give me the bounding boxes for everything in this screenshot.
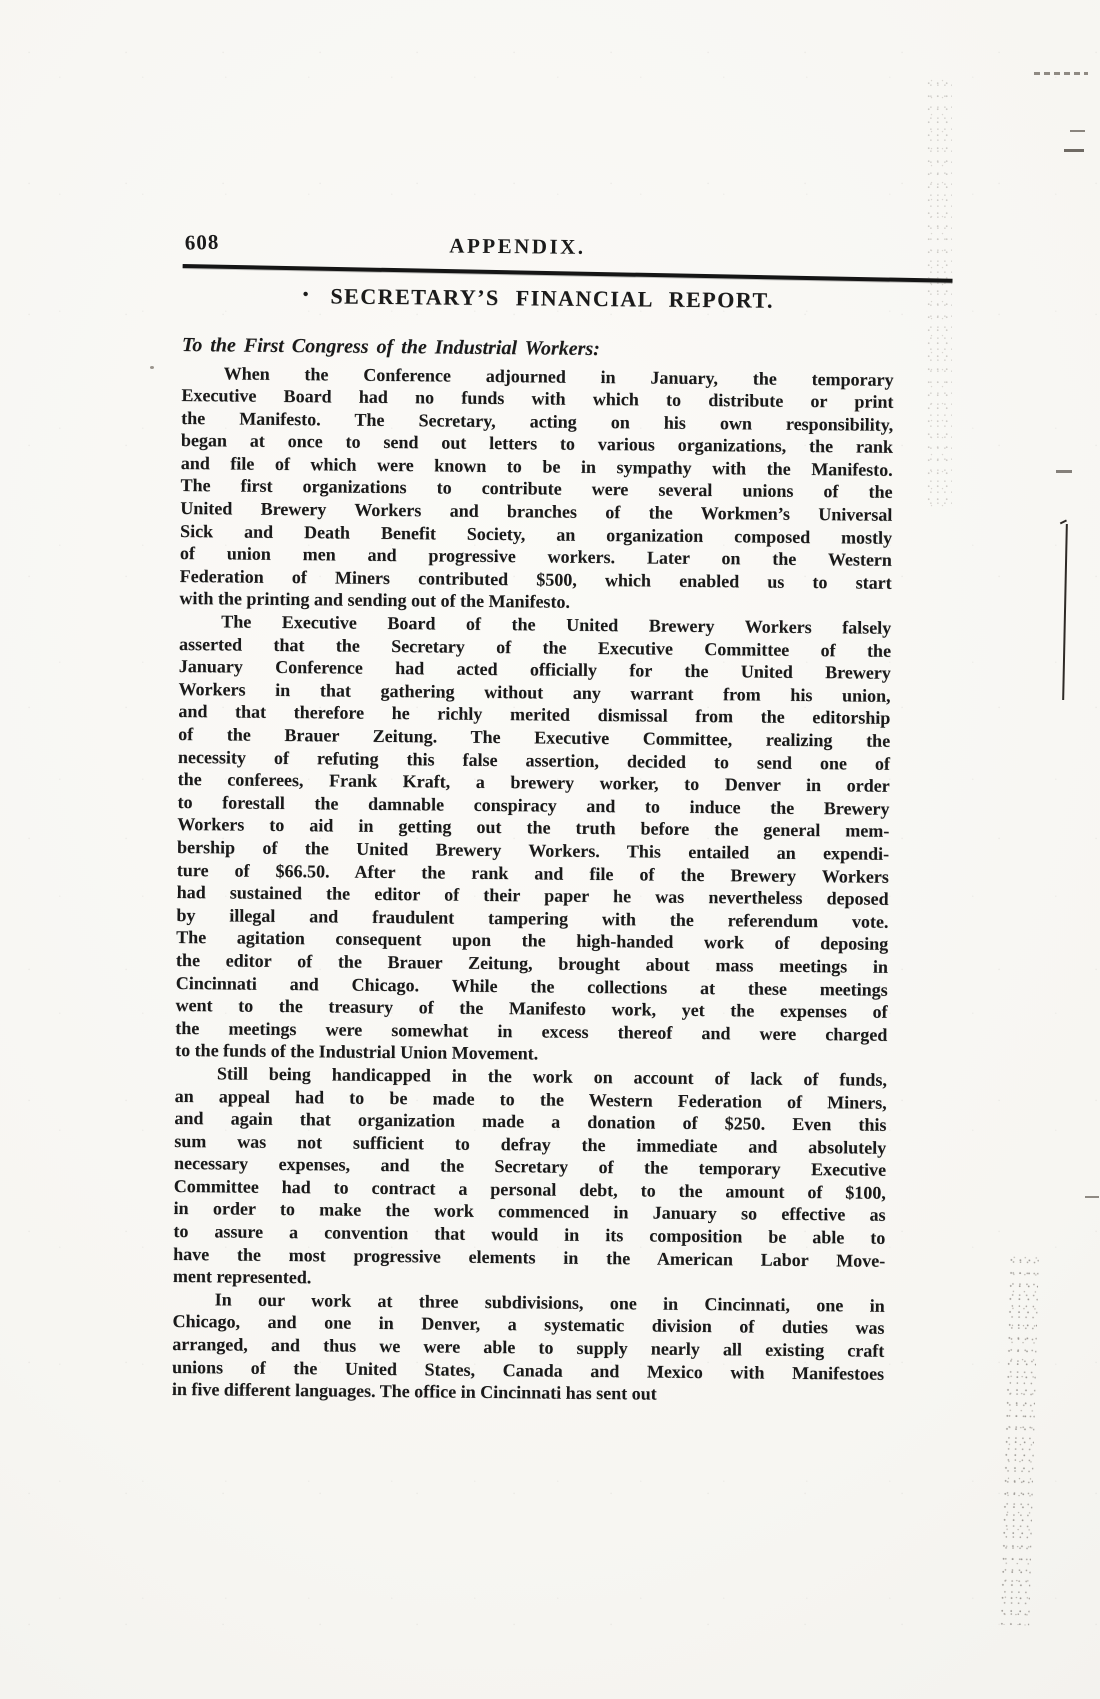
text-line: Still being handicapped in the work on account of lack of funds,	[216, 1063, 887, 1090]
scan-artifact	[1070, 130, 1085, 132]
scan-artifact	[150, 366, 154, 369]
report-title: SECRETARY’S FINANCIAL REPORT.	[330, 282, 775, 313]
footnote-mark-icon: •	[302, 285, 309, 303]
text-line: of union men and progressive workers. Later on the Western	[179, 543, 892, 571]
text-line: an appeal had to be made to the Western Federation of Miners,	[174, 1085, 887, 1113]
text-line: The agitation consequent upon the high-handed work of deposing	[176, 927, 889, 955]
report-body	[172, 361, 894, 1407]
text-line: in order to make the work commenced in January so effective as	[173, 1198, 886, 1226]
scan-artifact	[1034, 72, 1088, 75]
report-salutation: To the First Congress of the Industrial Workers:	[181, 333, 600, 360]
paragraph	[173, 1062, 887, 1295]
paragraph	[175, 610, 891, 1069]
text-line: to assure a convention that would in its composition be able to	[173, 1221, 886, 1248]
text-line: The Executive Board of the United Brewery Workers falsely	[221, 611, 892, 638]
header-rule	[183, 264, 953, 282]
text-line: bership of the United Brewery Workers. This entailed an expendi-	[176, 836, 890, 864]
text-line: Cincinnati and Chicago. While the collections at these meetings	[175, 972, 888, 1000]
scan-artifact	[999, 1255, 1039, 1626]
report-title-row	[182, 281, 894, 314]
scan-artifact	[1064, 149, 1084, 152]
text-line: of the Brauer Zeitung. The Executive Committee, realizing the	[178, 723, 891, 751]
text-line: with the printing and sending out of the Manifesto.	[179, 588, 571, 613]
text-line: and again that organization made a donation of $250. Even this	[174, 1108, 887, 1135]
text-line: began at once to send out letters to various organizations, the rank	[180, 430, 894, 458]
paragraph	[179, 361, 893, 616]
page-number: 608	[184, 229, 220, 255]
text-line: arranged, and thus we were able to supply nearly all existing craft	[172, 1333, 885, 1361]
margin-pen-mark	[1062, 524, 1068, 700]
scan-artifact	[926, 78, 952, 508]
text-line: to the funds of the Industrial Union Movement.	[175, 1040, 539, 1064]
text-line: When the Conference adjourned in January, the temporary	[223, 362, 894, 390]
text-line: The first organizations to contribute were several unions of the	[180, 475, 893, 503]
running-head: APPENDIX.	[449, 233, 586, 259]
text-line: the conferees, Frank Kraft, a brewery worker, to Denver in order	[177, 769, 890, 796]
paragraph	[172, 1288, 885, 1408]
text-line: in five different languages. The office in Cincinnati has sent out	[171, 1379, 657, 1404]
text-line: Sick and Death Benefit Society, an organization composed mostly	[180, 520, 893, 548]
text-line: the editor of the Brauer Zeitung, brought about mass meetings in	[175, 949, 889, 977]
text-line: to forestall the damnable conspiracy and to induce the Brewery	[177, 791, 890, 819]
text-line: Chicago, and one in Denver, a systematic division of duties was	[172, 1311, 885, 1339]
text-line: necessity of refuting this false assertion, decided to send one of	[177, 746, 891, 774]
scan-artifact	[1056, 470, 1072, 473]
page-header	[183, 230, 895, 263]
text-line: Federation of Miners contributed $500, which enabled us to start	[179, 565, 892, 593]
text-line: went to the treasury of the Manifesto work, yet the expenses of	[175, 995, 888, 1022]
text-line: Workers to aid in getting out the truth before the general mem-	[177, 814, 890, 842]
text-line: Committee had to contract a personal debt, to the amount of $100,	[173, 1175, 886, 1203]
text-line: ture of $66.50. After the rank and file of the Brewery Workers	[176, 859, 889, 887]
text-line: January Conference had acted officially for the United Brewery	[178, 656, 891, 684]
text-line: the Manifesto. The Secretary, acting on his own responsibility,	[181, 407, 894, 435]
text-line: ment represented.	[172, 1266, 312, 1288]
text-line: and file of which were known to be in sympathy with the Manifesto.	[180, 452, 893, 480]
text-line: In our work at three subdivisions, one in Cincinnati, one in	[214, 1289, 885, 1316]
text-line: the meetings were somewhat in excess thereof and were charged	[175, 1017, 888, 1045]
text-line: necessary expenses, and the Secretary of the temporary Executive	[173, 1153, 887, 1181]
text-line: unions of the United States, Canada and Mexico with Manifestoes	[171, 1356, 885, 1384]
text-line: Executive Board had no funds with which to distribute or print	[181, 385, 894, 412]
page-content	[172, 230, 895, 1408]
text-line: and that therefore he richly merited dismissal from the editorship	[178, 701, 891, 729]
text-line: sum was not sufficient to defray the immediate and absolutely	[174, 1130, 887, 1158]
text-line: have the most progressive elements in the American Labor Move-	[173, 1243, 886, 1271]
text-line: United Brewery Workers and branches of the Workmen’s Universal	[180, 498, 893, 525]
text-line: by illegal and fraudulent tampering with the referendum vote.	[176, 904, 889, 932]
scan-artifact	[1085, 1196, 1099, 1198]
text-line: Workers in that gathering without any warrant from his union,	[178, 678, 891, 706]
text-line: had sustained the editor of their paper he was nevertheless deposed	[176, 882, 889, 909]
text-line: asserted that the Secretary of the Executive Committee of the	[178, 633, 892, 661]
